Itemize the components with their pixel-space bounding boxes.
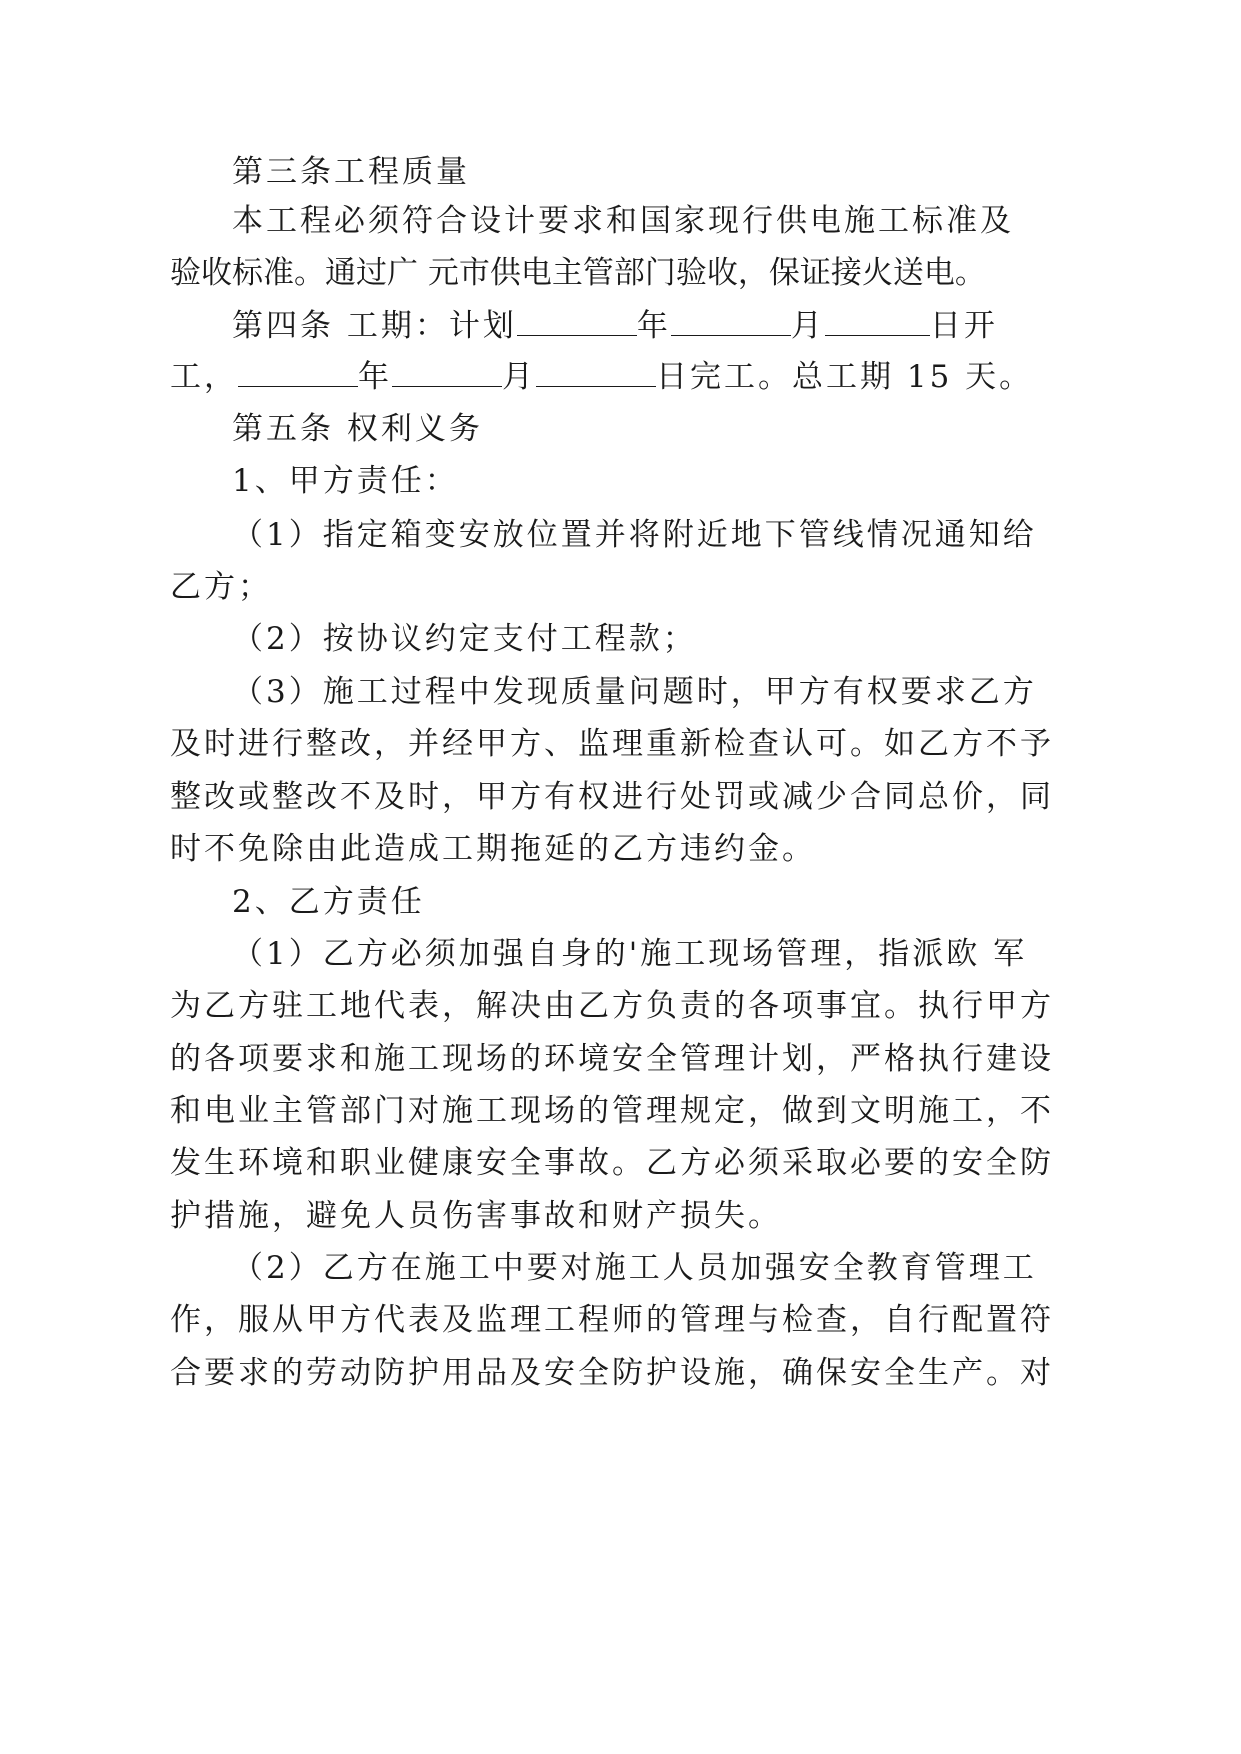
paragraph-line: 及时进行整改，并经甲方、监理重新检查认可。如乙方不予 <box>170 726 1054 762</box>
paragraph-line: （1）指定箱变安放位置并将附近地下管线情况通知给 <box>232 517 1037 553</box>
end-day-blank <box>536 358 656 387</box>
party-b-heading: 2、乙方责任 <box>232 884 425 920</box>
paragraph-line: 合要求的劳动防护用品及安全防护设施，确保安全生产。对 <box>170 1355 1054 1391</box>
paragraph-line: 发生环境和职业健康安全事故。乙方必须采取必要的安全防 <box>170 1145 1054 1181</box>
article-4-schedule-line-2 <box>170 357 1033 397</box>
paragraph-line: 和电业主管部门对施工现场的管理规定，做到文明施工，不 <box>170 1093 1054 1129</box>
paragraph-line: （2）乙方在施工中要对施工人员加强安全教育管理工 <box>232 1250 1037 1286</box>
schedule-prefix: 工， <box>170 359 238 395</box>
start-month-blank <box>671 307 791 336</box>
year-label: 年 <box>636 308 671 344</box>
paragraph-line: 为乙方驻工地代表，解决由乙方负责的各项事宜。执行甲方 <box>170 988 1054 1024</box>
paragraph-line: （3）施工过程中发现质量问题时，甲方有权要求乙方 <box>232 674 1037 710</box>
start-day-blank <box>825 307 930 336</box>
article-3-heading: 第三条工程质量 <box>232 154 470 190</box>
article-4-schedule-line-1 <box>232 306 998 346</box>
end-month-blank <box>392 358 502 387</box>
start-suffix: 日开 <box>929 308 998 344</box>
paragraph-line: 整改或整改不及时，甲方有权进行处罚或减少合同总价，同 <box>170 779 1054 815</box>
paragraph-line: （1）乙方必须加强自身的'施工现场管理，指派欧 军 <box>232 936 1028 972</box>
paragraph-line: 时不免除由此造成工期拖延的乙方违约金。 <box>170 831 816 867</box>
party-a-heading: 1、甲方责任： <box>232 463 459 499</box>
article-5-heading: 第五条 权利义务 <box>232 411 483 447</box>
end-suffix: 日完工。总工期 15 天。 <box>656 359 1034 395</box>
paragraph-line: 本工程必须符合设计要求和国家现行供电施工标准及 <box>232 203 1014 239</box>
month-label: 月 <box>502 359 536 395</box>
paragraph-line: 验收标准。通过广 元市供电主管部门验收，保证接火送电。 <box>170 255 986 291</box>
paragraph-line: 乙方； <box>170 569 272 605</box>
paragraph-line: 的各项要求和施工现场的环境安全管理计划，严格执行建设 <box>170 1041 1054 1077</box>
start-year-blank <box>517 307 637 336</box>
end-year-blank <box>238 358 358 387</box>
month-label: 月 <box>790 308 825 344</box>
schedule-prefix: 第四条 工期：计划 <box>232 308 517 344</box>
paragraph-line: 护措施，避免人员伤害事故和财产损失。 <box>170 1198 782 1234</box>
paragraph-line: （2）按协议约定支付工程款； <box>232 621 697 657</box>
paragraph-line: 作，服从甲方代表及监理工程师的管理与检查，自行配置符 <box>170 1302 1054 1338</box>
year-label: 年 <box>358 359 392 395</box>
